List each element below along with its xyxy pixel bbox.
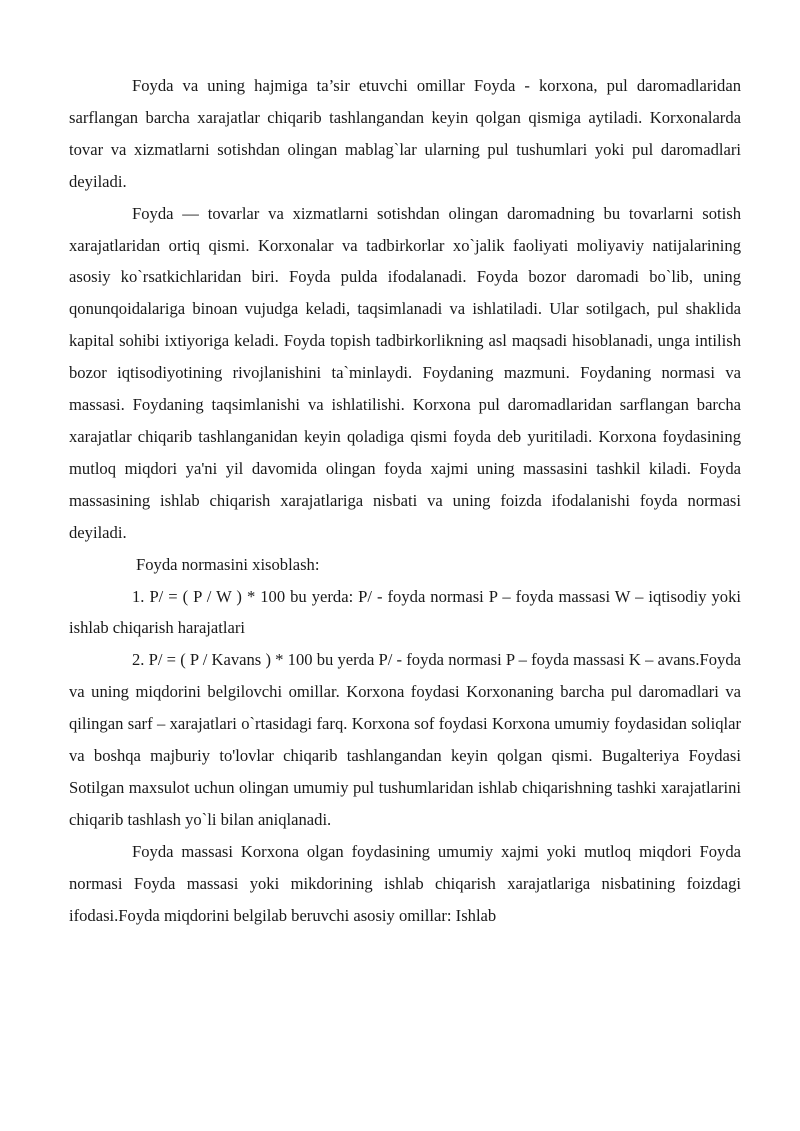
paragraph-profit-definition: Foyda va uning hajmiga ta’sir etuvchi omillar Foyda - korxona, pul daromadlaridan sarflangan barcha xarajatlar chiqarib tashlangandan keyin qolgan qismiga aytiladi. Korxonalarda tovar va xizmatlarni sotishdan olingan mablag`lar ularning pul tushumlari yoki pul daromadlari deyiladi. xyxy=(69,76,741,191)
paragraph-formula-2: 2. P/ = ( P / Kavans ) * 100 bu yerda P/ - foyda normasi P – foyda massasi K – avans.Foyda va uning miqdorini belgilovchi omillar. Korxona foydasi Korxonaning barcha pul daromadlari va qilingan sarf – xarajatlari o`rtasidagi farq. Korxona sof foydasi Korxona umumiy foydasidan soliqlar va boshqa majburiy to'lovlar chiqarib tashlangandan keyin qolgan qismi. Bugalteriya Foydasi Sotilgan maxsulot uchun olingan umumiy pul tushumlaridan ishlab chiqarishning tashki xarajatlarini chiqarib tashlash yo`li bilan aniqlanadi. xyxy=(69,650,741,829)
document-page xyxy=(69,70,741,931)
paragraph-profit-concept: Foyda — tovarlar va xizmatlarni sotishdan olingan daromadning bu tovarlarni sotish xarajatlaridan ortiq qismi. Korxonalar va tadbirkorlar xo`jalik faoliyati moliyaviy natijalarining asosiy ko`rsatkichlaridan biri. Foyda pulda ifodalanadi. Foyda bozor daromadi bo`lib, uning qonunqoidalariga binoan vujudga keladi, taqsimlanadi va ishlatiladi. Ular sotilgach, pul shaklida kapital sohibi ixtiyoriga keladi. Foyda topish tadbirkorlikning asl maqsadi hisoblanadi, unga intilish bozor iqtisodiyotining rivojlanishini ta`minlaydi. Foydaning mazmuni. Foydaning normasi va massasi. Foydaning taqsimlanishi va ishlatilishi. Korxona pul daromadlaridan sarflangan barcha xarajatlar chiqarib tashlanganidan keyin qoladiga qismi foyda deb yuritiladi. Korxona foydasining mutloq miqdori ya'ni yil davomida olingan foyda xajmi uning massasini tashkil kiladi. Foyda massasining ishlab chiqarish xarajatlariga nisbati va uning foizda ifodalanishi foyda normasi deyiladi. xyxy=(69,203,741,542)
paragraph-profit-rate-heading: Foyda normasini xisoblash: xyxy=(136,554,320,574)
paragraph-formula-1: 1. P/ = ( P / W ) * 100 bu yerda: P/ - foyda normasi P – foyda massasi W – iqtisodiy yoki ishlab chiqarish harajatlari xyxy=(69,586,741,638)
paragraph-profit-mass: Foyda massasi Korxona olgan foydasining umumiy xajmi yoki mutloq miqdori Foyda normasi Foyda massasi yoki mikdorining ishlab chiqarish xarajatlariga nisbatining foizdagi ifodasi.Foyda miqdorini belgilab beruvchi asosiy omillar: Ishlab xyxy=(69,841,741,925)
